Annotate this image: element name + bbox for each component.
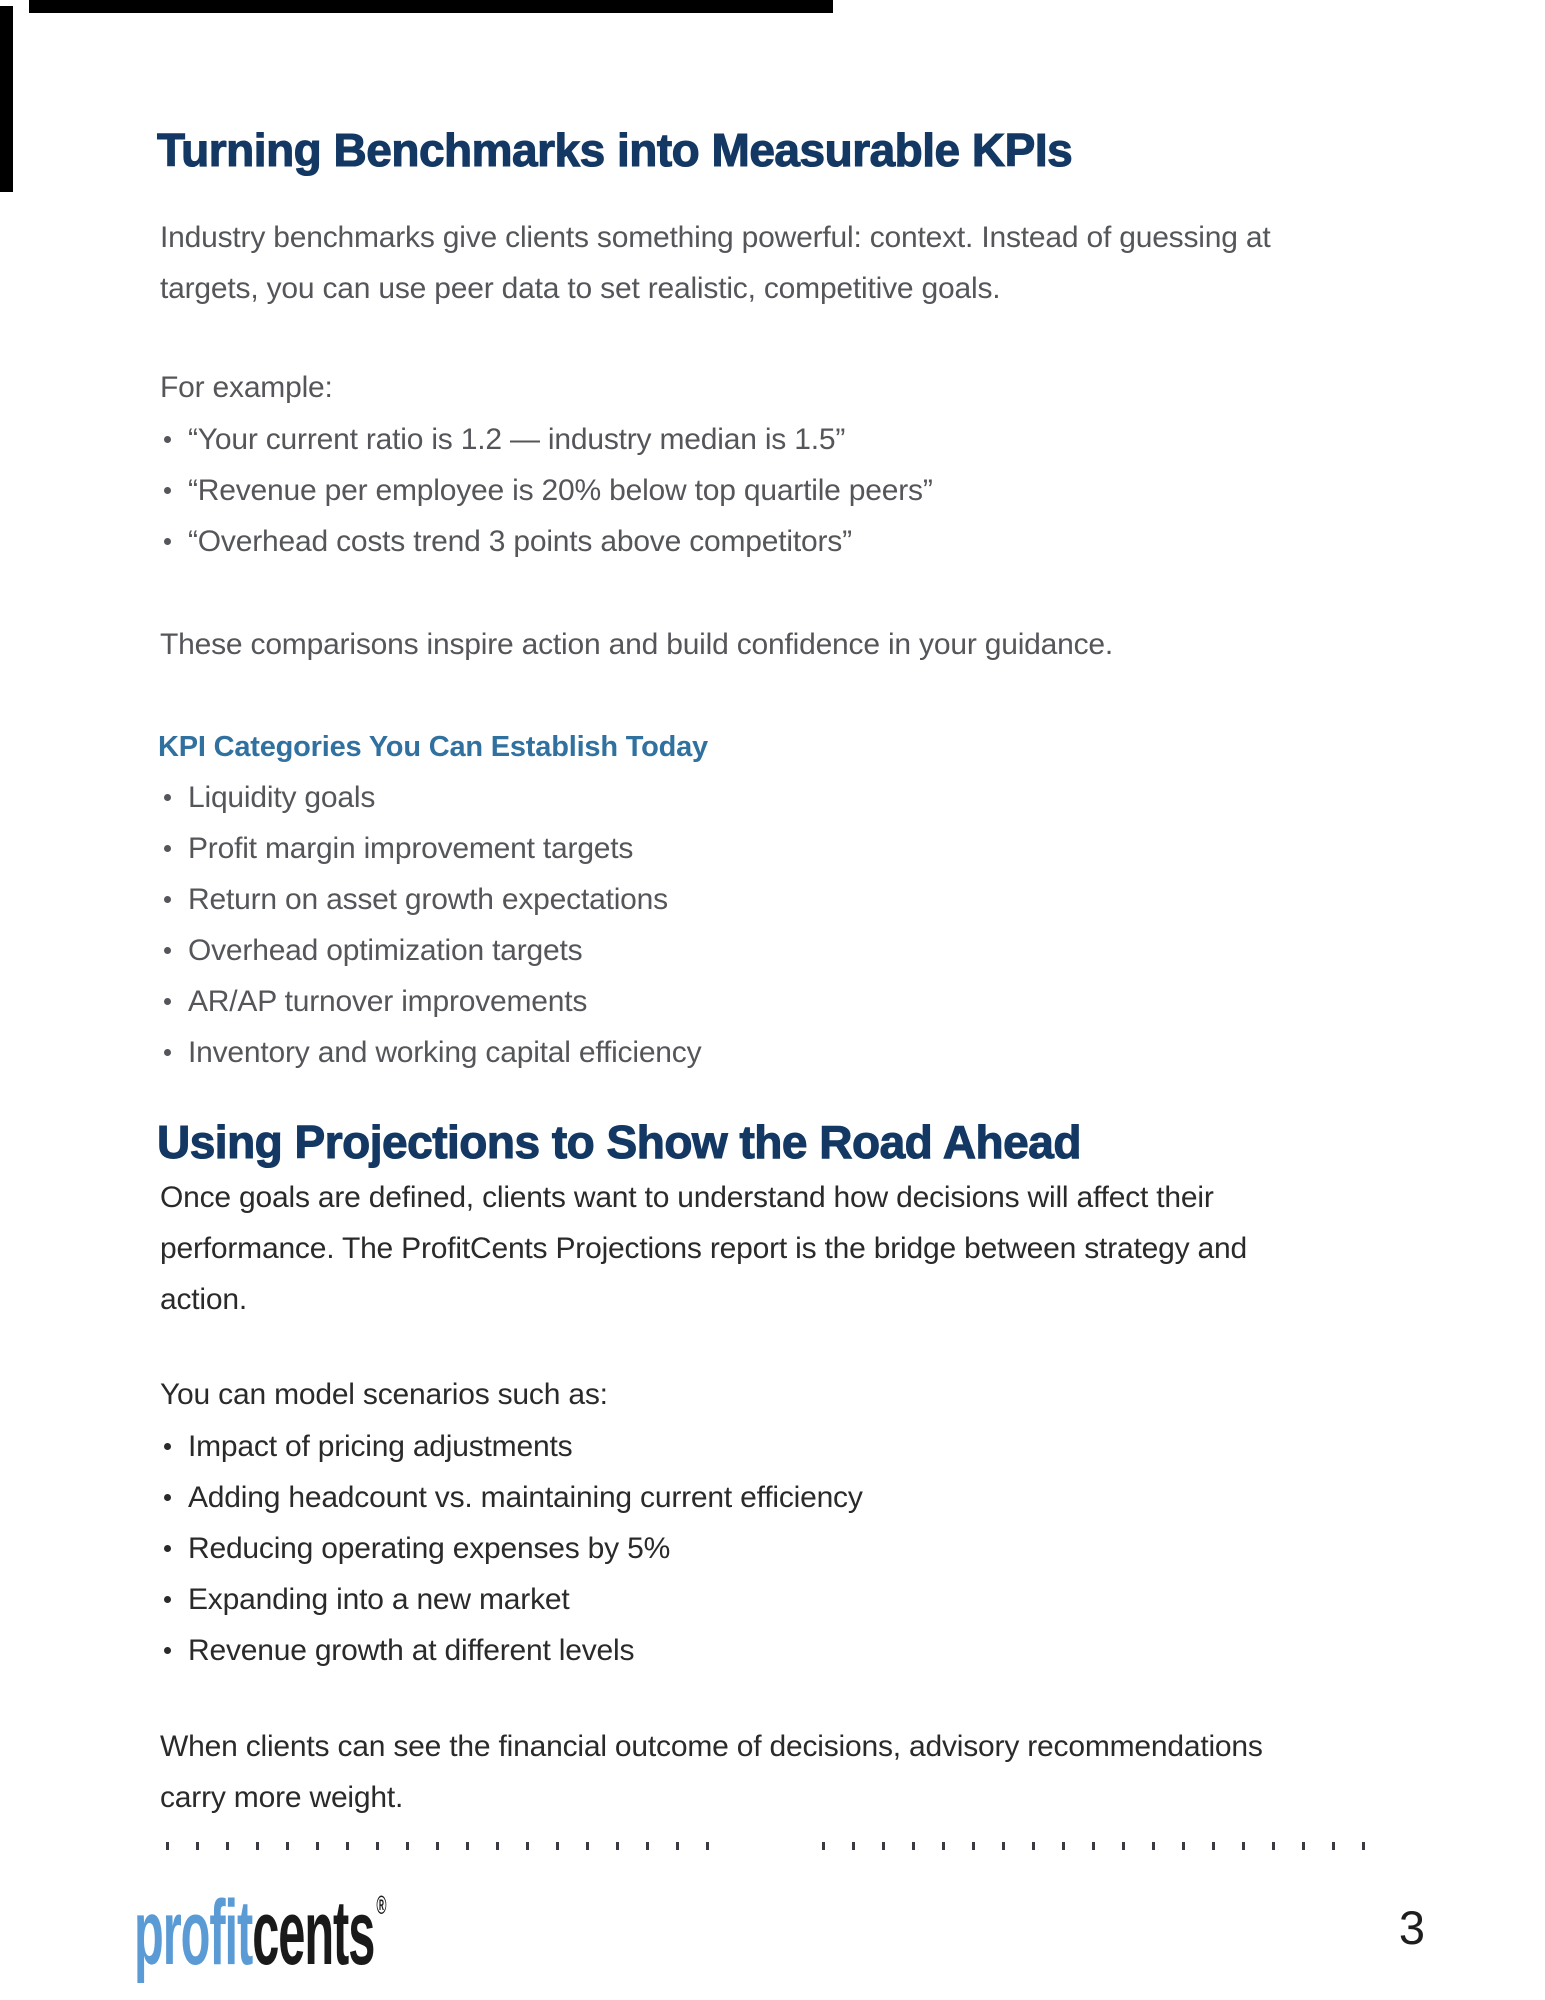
- list-item-text: “Revenue per employee is 20% below top quartile peers”: [188, 473, 933, 507]
- section2-intro-paragraph: [160, 1172, 1247, 1325]
- bullet-icon: [164, 538, 171, 545]
- bullet-icon: [164, 1443, 171, 1450]
- paragraph-line: targets, you can use peer data to set realistic, competitive goals.: [160, 272, 1001, 305]
- crop-artifact-top-bar: [29, 0, 833, 13]
- bullet-icon: [164, 436, 171, 443]
- list-item-text: AR/AP turnover improvements: [188, 984, 588, 1018]
- paragraph-line: action.: [160, 1283, 247, 1316]
- list-item: [164, 976, 701, 1027]
- profitcents-logo-text: [134, 1883, 387, 2000]
- example-label: For example:: [160, 371, 333, 404]
- bullet-icon: [164, 998, 171, 1005]
- list-item: [164, 874, 701, 925]
- list-item: [164, 1574, 863, 1625]
- bullet-icon: [164, 1494, 171, 1501]
- list-item-text: Impact of pricing adjustments: [188, 1429, 573, 1463]
- kpi-subheading: KPI Categories You Can Establish Today: [158, 731, 708, 763]
- section1-heading: Turning Benchmarks into Measurable KPIs: [157, 124, 1073, 176]
- list-item: [164, 1472, 863, 1523]
- dotted-separator-left: [166, 1842, 728, 1850]
- list-item-text: Return on asset growth expectations: [188, 882, 668, 916]
- paragraph-line: When clients can see the financial outcome of decisions, advisory recommendations: [160, 1730, 1263, 1763]
- list-item-text: “Overhead costs trend 3 points above competitors”: [188, 524, 852, 558]
- bullet-icon: [164, 845, 171, 852]
- crop-artifact-left-bar: [0, 6, 13, 192]
- page-number: 3: [1398, 1901, 1425, 1954]
- list-item: [164, 823, 701, 874]
- list-item: [164, 772, 701, 823]
- bullet-icon: [164, 794, 171, 801]
- list-item-text: Reducing operating expenses by 5%: [188, 1531, 671, 1565]
- scenarios-label: You can model scenarios such as:: [160, 1378, 608, 1411]
- list-item-text: Profit margin improvement targets: [188, 831, 634, 865]
- paragraph-line: carry more weight.: [160, 1781, 404, 1814]
- logo-profit-text: profit: [134, 1882, 253, 1984]
- list-item-text: Inventory and working capital efficiency: [188, 1035, 702, 1069]
- list-item-text: Liquidity goals: [188, 780, 376, 814]
- section2-closing-paragraph: [160, 1721, 1263, 1823]
- list-item: [164, 465, 933, 516]
- scenario-bullet-list: [164, 1421, 863, 1676]
- bullet-icon: [164, 947, 171, 954]
- paragraph-line: Industry benchmarks give clients something powerful: context. Instead of guessing at: [160, 221, 1271, 254]
- paragraph-line: performance. The ProfitCents Projections report is the bridge between strategy and: [160, 1232, 1247, 1265]
- section1-intro-paragraph: [160, 212, 1270, 314]
- list-item-text: Expanding into a new market: [188, 1582, 570, 1616]
- bullet-icon: [164, 1647, 171, 1654]
- list-item: [164, 925, 701, 976]
- list-item-text: Adding headcount vs. maintaining current efficiency: [188, 1480, 863, 1514]
- paragraph-line: Once goals are defined, clients want to understand how decisions will affect their: [160, 1181, 1214, 1214]
- section1-closing: These comparisons inspire action and build confidence in your guidance.: [160, 628, 1114, 661]
- bullet-icon: [164, 487, 171, 494]
- bullet-icon: [164, 1596, 171, 1603]
- logo-cents-text: cents: [252, 1882, 375, 1984]
- list-item: [164, 1027, 701, 1078]
- registered-trademark-icon: ®: [376, 1890, 387, 1920]
- bullet-icon: [164, 1545, 171, 1552]
- kpi-bullet-list: [164, 772, 701, 1078]
- bullet-icon: [164, 896, 171, 903]
- section2-heading: Using Projections to Show the Road Ahead: [157, 1116, 1081, 1168]
- list-item: [164, 1523, 863, 1574]
- list-item-text: “Your current ratio is 1.2 — industry median is 1.5”: [188, 422, 846, 456]
- list-item-text: Revenue growth at different levels: [188, 1633, 635, 1667]
- dotted-separator-right: [822, 1842, 1392, 1850]
- list-item: [164, 1625, 863, 1676]
- list-item: [164, 1421, 863, 1472]
- bullet-icon: [164, 1049, 171, 1056]
- profitcents-logo: [134, 1883, 611, 1993]
- list-item: [164, 414, 933, 465]
- list-item-text: Overhead optimization targets: [188, 933, 583, 967]
- example-bullet-list: [164, 414, 933, 567]
- list-item: [164, 516, 933, 567]
